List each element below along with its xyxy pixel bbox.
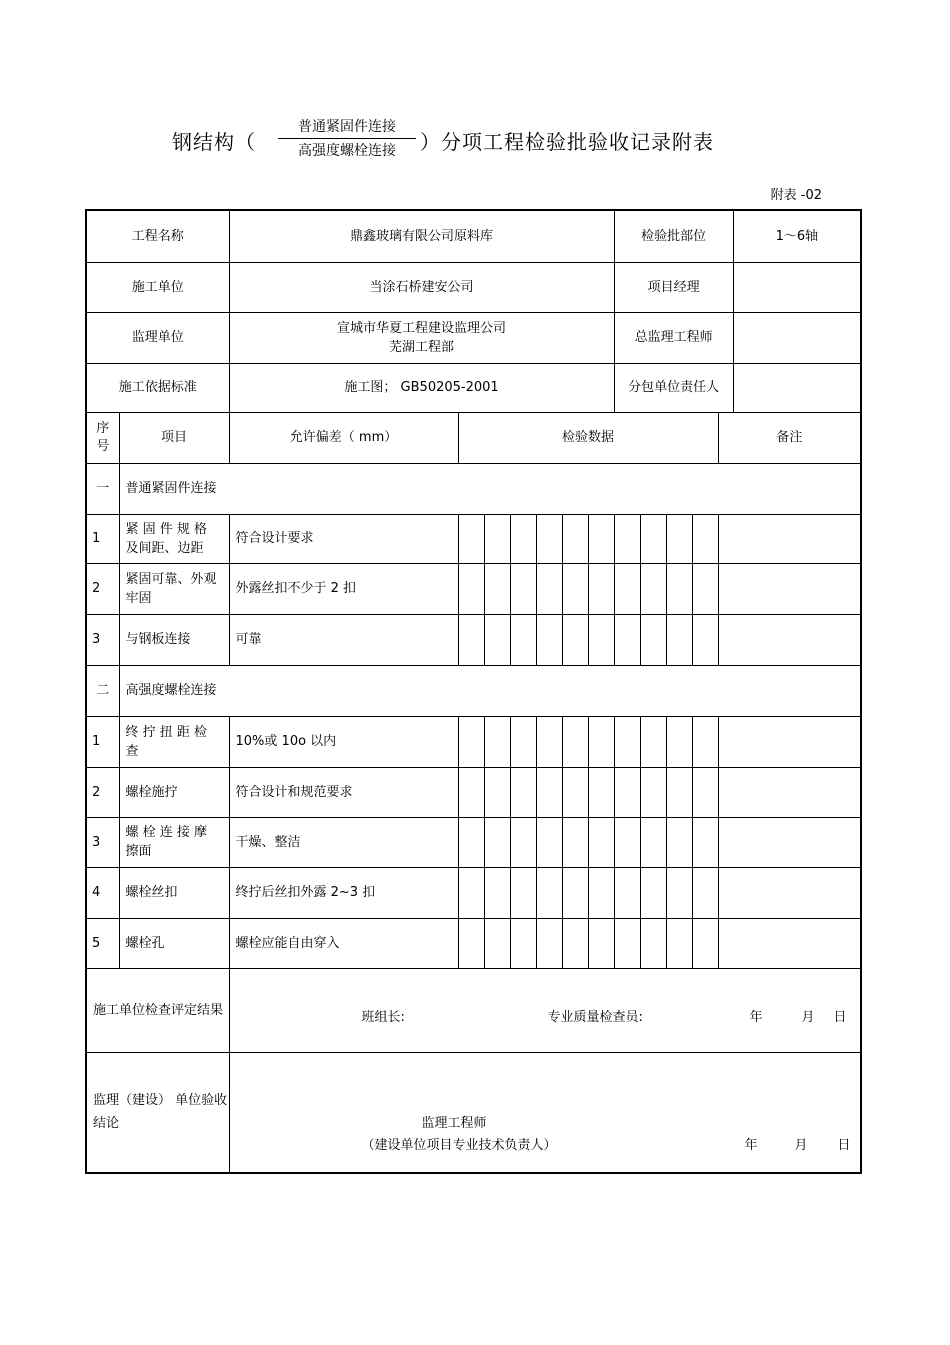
data-cell[interactable]	[458, 614, 484, 665]
data-cell[interactable]	[640, 563, 666, 614]
document-code: 附表 -02	[770, 188, 822, 203]
row-tolerance: 外露丝扣不少于 2 扣	[229, 563, 458, 614]
data-cell[interactable]	[458, 514, 484, 563]
data-cell[interactable]	[562, 767, 588, 817]
data-cell[interactable]	[614, 514, 640, 563]
chief-engineer-value	[733, 312, 861, 363]
section-row	[86, 665, 861, 716]
row-item: 螺栓丝扣	[119, 867, 229, 918]
table-row	[86, 716, 861, 767]
row-item: 紧固可靠、外观牢固	[119, 563, 229, 614]
remark-cell[interactable]	[718, 563, 861, 614]
row-tolerance: 终拧后丝扣外露 2~3 扣	[229, 867, 458, 918]
table-row	[86, 867, 861, 918]
data-cell[interactable]	[588, 514, 614, 563]
location-value: 1～6轴	[733, 210, 861, 262]
row-item: 螺 栓 连 接 摩 擦面	[119, 817, 229, 867]
table-row	[86, 767, 861, 817]
data-cell[interactable]	[458, 563, 484, 614]
data-cell[interactable]	[666, 817, 692, 867]
row-item: 紧 固 件 规 格 及间距、边距	[119, 514, 229, 563]
data-cell[interactable]	[640, 918, 666, 968]
data-cell[interactable]	[588, 817, 614, 867]
data-cell[interactable]	[536, 767, 562, 817]
row-tolerance: 可靠	[229, 614, 458, 665]
data-cell[interactable]	[562, 563, 588, 614]
owner-rep-label: （建设单位项目专业技术负责人）	[361, 1137, 557, 1153]
check-year-label: 年	[749, 1009, 763, 1025]
header-row-supervisor	[86, 312, 861, 363]
supervisor-conclusion-signature	[229, 1052, 861, 1173]
data-cell[interactable]	[536, 716, 562, 767]
data-cell[interactable]	[692, 918, 718, 968]
data-cell[interactable]	[510, 716, 536, 767]
col-data-header: 检验数据	[458, 412, 718, 463]
table-row	[86, 563, 861, 614]
data-cell[interactable]	[562, 614, 588, 665]
data-cell[interactable]	[666, 767, 692, 817]
remark-cell[interactable]	[718, 918, 861, 968]
conclusion-month-label: 月	[794, 1137, 808, 1153]
contractor-value: 当涂石桥建安公司	[229, 262, 614, 312]
data-cell[interactable]	[640, 767, 666, 817]
data-cell[interactable]	[692, 514, 718, 563]
contractor-check-row	[86, 968, 861, 1052]
data-cell[interactable]	[484, 918, 510, 968]
data-cell[interactable]	[562, 716, 588, 767]
data-cell[interactable]	[562, 867, 588, 918]
data-cell[interactable]	[614, 767, 640, 817]
data-cell[interactable]	[458, 817, 484, 867]
data-cell[interactable]	[692, 716, 718, 767]
data-cell[interactable]	[666, 716, 692, 767]
row-item: 螺栓孔	[119, 918, 229, 968]
title-suffix: ）分项工程检验批验收记录附表	[420, 130, 714, 154]
data-cell[interactable]	[666, 563, 692, 614]
supervisor-line2: 芜湖工程部	[389, 339, 455, 355]
data-cell[interactable]	[562, 817, 588, 867]
data-cell[interactable]	[640, 867, 666, 918]
data-cell[interactable]	[510, 867, 536, 918]
conclusion-day-label: 日	[837, 1137, 851, 1153]
row-item: 螺栓施拧	[119, 767, 229, 817]
section-title: 高强度螺栓连接	[119, 665, 861, 716]
col-remark-header: 备注	[718, 412, 861, 463]
remark-cell[interactable]	[718, 817, 861, 867]
data-cell[interactable]	[666, 614, 692, 665]
supervisor-label: 监理单位	[86, 312, 229, 363]
conclusion-year-label: 年	[744, 1137, 758, 1153]
data-cell[interactable]	[614, 614, 640, 665]
section-seq: 二	[86, 665, 119, 716]
row-seq: 4	[86, 867, 119, 918]
data-cell[interactable]	[484, 767, 510, 817]
row-seq: 3	[86, 614, 119, 665]
data-cell[interactable]	[510, 918, 536, 968]
contractor-check-signature	[229, 968, 861, 1052]
data-cell[interactable]	[666, 918, 692, 968]
title-option-top: 普通紧固件连接	[278, 116, 416, 139]
data-cell[interactable]	[484, 817, 510, 867]
data-cell[interactable]	[562, 918, 588, 968]
row-seq: 3	[86, 817, 119, 867]
sub-leader-label: 分包单位责任人	[614, 363, 733, 412]
header-row-project	[86, 210, 861, 262]
data-cell[interactable]	[536, 918, 562, 968]
row-seq: 2	[86, 563, 119, 614]
check-day-label: 日	[833, 1009, 847, 1025]
data-cell[interactable]	[458, 767, 484, 817]
section-title: 普通紧固件连接	[119, 463, 861, 514]
data-cell[interactable]	[484, 867, 510, 918]
row-seq: 2	[86, 767, 119, 817]
supervisor-conclusion-label: 监理（建设） 单位验收结论	[86, 1052, 229, 1173]
pm-value	[733, 262, 861, 312]
supervising-engineer-label: 监理工程师	[421, 1115, 487, 1131]
data-cell[interactable]	[614, 563, 640, 614]
data-cell[interactable]	[640, 614, 666, 665]
section-row	[86, 463, 861, 514]
table-row	[86, 514, 861, 563]
row-seq: 5	[86, 918, 119, 968]
col-tolerance-header: 允许偏差（ mm）	[229, 412, 458, 463]
section-seq: 一	[86, 463, 119, 514]
data-cell[interactable]	[614, 716, 640, 767]
location-label: 检验批部位	[614, 210, 733, 262]
project-name-label: 工程名称	[86, 210, 229, 262]
data-cell[interactable]	[510, 563, 536, 614]
pm-label: 项目经理	[614, 262, 733, 312]
data-cell[interactable]	[640, 817, 666, 867]
row-seq: 1	[86, 514, 119, 563]
document-title	[0, 116, 950, 172]
data-cell[interactable]	[510, 614, 536, 665]
data-cell[interactable]	[692, 767, 718, 817]
data-cell[interactable]	[614, 867, 640, 918]
data-cell[interactable]	[510, 817, 536, 867]
data-cell[interactable]	[692, 563, 718, 614]
project-name-value: 鼎鑫玻璃有限公司原料库	[229, 210, 614, 262]
contractor-label: 施工单位	[86, 262, 229, 312]
data-cell[interactable]	[692, 867, 718, 918]
column-header-row	[86, 412, 861, 463]
supervisor-value	[229, 312, 614, 363]
data-cell[interactable]	[536, 514, 562, 563]
col-item-header: 项目	[119, 412, 229, 463]
data-cell[interactable]	[510, 767, 536, 817]
remark-cell[interactable]	[718, 614, 861, 665]
data-cell[interactable]	[510, 514, 536, 563]
data-cell[interactable]	[536, 817, 562, 867]
row-item: 终 拧 扭 距 检 查	[119, 716, 229, 767]
standard-value: 施工图； GB50205-2001	[229, 363, 614, 412]
data-cell[interactable]	[458, 716, 484, 767]
remark-cell[interactable]	[718, 514, 861, 563]
data-cell[interactable]	[640, 514, 666, 563]
contractor-check-label: 施工单位检查评定结果	[86, 968, 229, 1052]
data-cell[interactable]	[588, 716, 614, 767]
inspection-form-table	[85, 209, 862, 1174]
row-item: 与钢板连接	[119, 614, 229, 665]
team-leader-label: 班组长:	[361, 1009, 405, 1025]
data-cell[interactable]	[588, 767, 614, 817]
header-row-contractor	[86, 262, 861, 312]
data-cell[interactable]	[614, 918, 640, 968]
sub-leader-value	[733, 363, 861, 412]
data-cell[interactable]	[588, 918, 614, 968]
data-cell[interactable]	[666, 514, 692, 563]
data-cell[interactable]	[614, 817, 640, 867]
row-tolerance: 符合设计要求	[229, 514, 458, 563]
header-row-standard	[86, 363, 861, 412]
col-seq-header: 序号	[86, 412, 119, 463]
standard-label: 施工依据标准	[86, 363, 229, 412]
data-cell[interactable]	[484, 563, 510, 614]
remark-cell[interactable]	[718, 716, 861, 767]
data-cell[interactable]	[484, 514, 510, 563]
chief-engineer-label: 总监理工程师	[614, 312, 733, 363]
data-cell[interactable]	[458, 867, 484, 918]
data-cell[interactable]	[536, 614, 562, 665]
data-cell[interactable]	[588, 614, 614, 665]
remark-cell[interactable]	[718, 867, 861, 918]
data-cell[interactable]	[484, 716, 510, 767]
row-seq: 1	[86, 716, 119, 767]
row-tolerance: 螺栓应能自由穿入	[229, 918, 458, 968]
data-cell[interactable]	[458, 918, 484, 968]
title-options	[278, 116, 416, 161]
data-cell[interactable]	[588, 867, 614, 918]
supervisor-conclusion-row	[86, 1052, 861, 1173]
table-row	[86, 918, 861, 968]
title-prefix: 钢结构（	[172, 130, 256, 154]
data-cell[interactable]	[640, 716, 666, 767]
data-cell[interactable]	[666, 867, 692, 918]
data-cell[interactable]	[588, 563, 614, 614]
row-tolerance: 干燥、整洁	[229, 817, 458, 867]
qc-inspector-label: 专业质量检查员:	[547, 1009, 643, 1025]
data-cell[interactable]	[484, 614, 510, 665]
data-cell[interactable]	[536, 867, 562, 918]
data-cell[interactable]	[692, 817, 718, 867]
data-cell[interactable]	[536, 563, 562, 614]
supervisor-line1: 宣城市华夏工程建设监理公司	[337, 320, 507, 336]
table-row	[86, 817, 861, 867]
table-row	[86, 614, 861, 665]
remark-cell[interactable]	[718, 767, 861, 817]
title-option-bottom: 高强度螺栓连接	[298, 143, 396, 159]
row-tolerance: 10%或 10o 以内	[229, 716, 458, 767]
check-month-label: 月	[801, 1009, 815, 1025]
data-cell[interactable]	[692, 614, 718, 665]
data-cell[interactable]	[562, 514, 588, 563]
row-tolerance: 符合设计和规范要求	[229, 767, 458, 817]
